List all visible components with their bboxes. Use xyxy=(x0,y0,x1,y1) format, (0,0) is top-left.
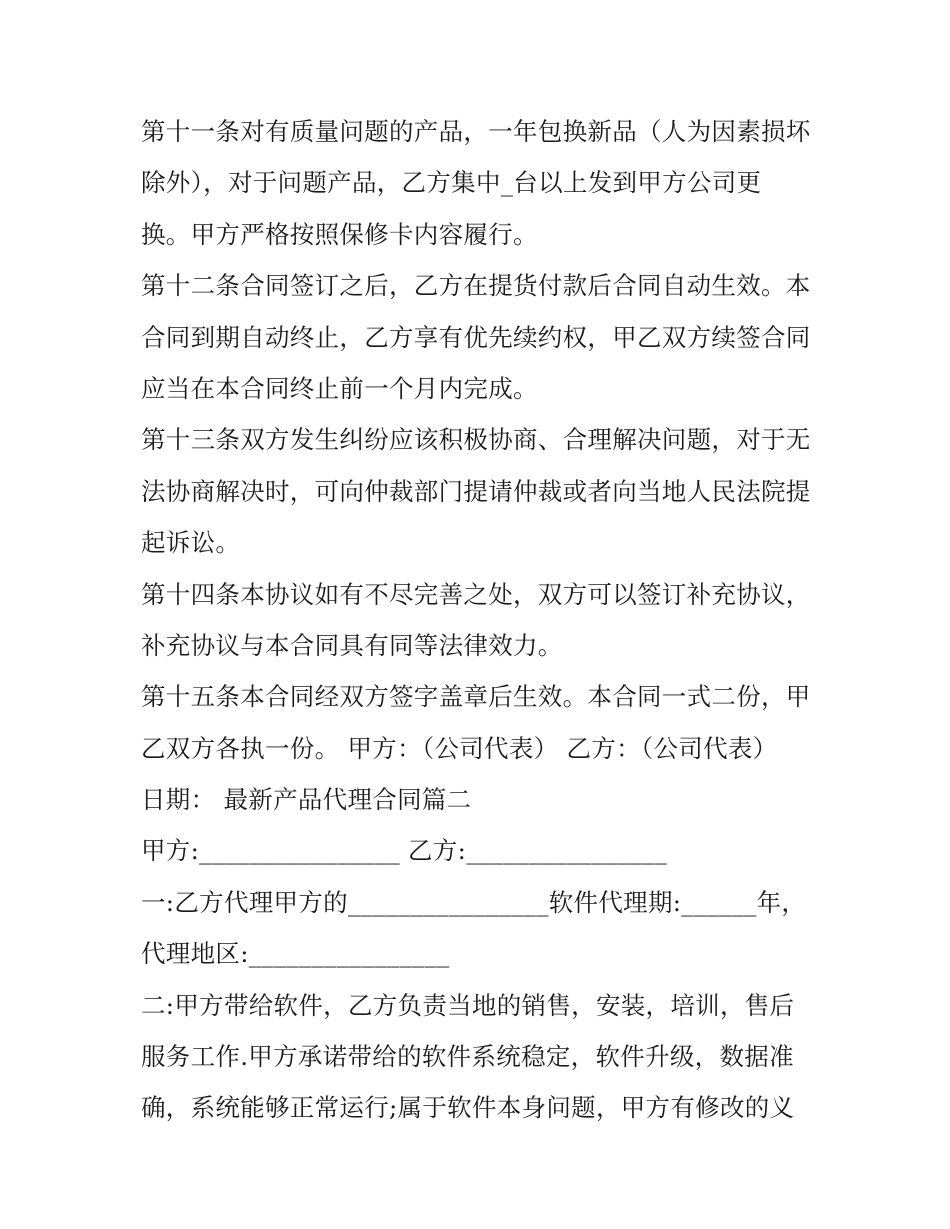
text-line: 换。甲方严格按照保修卡内容履行。 xyxy=(141,219,538,249)
text-line: 合同到期自动终止，乙方享有优先续约权，甲乙双方续签合同 xyxy=(141,322,811,352)
text-line: 第十一条对有质量问题的产品，一年包换新品（人为因素损坏 xyxy=(141,117,811,146)
document-body xyxy=(141,106,821,1134)
text-line: 服务工作.甲方承诺带给的软件系统稳定，软件升级，数据准 xyxy=(141,1042,794,1072)
text-line: 第十三条双方发生纠纷应该积极协商、合理解决问题，对于无 xyxy=(141,425,811,455)
text-line: 除外），对于问题产品，乙方集中_台以上发到甲方公司更 xyxy=(141,168,762,198)
text-line: 二:甲方带给软件，乙方负责当地的销售，安装，培训，售后 xyxy=(141,990,795,1020)
text-line: 一:乙方代理甲方的________________软件代理期:______年， xyxy=(141,887,807,917)
text-line: 确，系统能够正常运行;属于软件本身问题，甲方有修改的义 xyxy=(141,1093,795,1123)
text-line: 第十五条本合同经双方签字盖章后生效。本合同一式二份，甲 xyxy=(141,682,811,712)
text-line: 甲方:________________ 乙方:________________ xyxy=(141,836,667,866)
text-line: 代理地区:________________ xyxy=(141,939,450,969)
text-line: 补充协议与本合同具有同等法律效力。 xyxy=(141,630,563,660)
text-line: 乙双方各执一份。 甲方：（公司代表） 乙方：（公司代表） xyxy=(141,733,778,763)
text-line: 起诉讼。 xyxy=(141,528,241,558)
section-heading-line: 日期： 最新产品代理合同篇二 xyxy=(141,785,472,815)
text-line: 第十四条本协议如有不尽完善之处，双方可以签订补充协议， xyxy=(141,579,811,609)
text-line: 第十二条合同签订之后，乙方在提货付款后合同自动生效。本 xyxy=(141,271,811,301)
text-line: 法协商解决时，可向仲裁部门提请仲裁或者向当地人民法院提 xyxy=(141,476,811,506)
text-line: 应当在本合同终止前一个月内完成。 xyxy=(141,373,538,403)
